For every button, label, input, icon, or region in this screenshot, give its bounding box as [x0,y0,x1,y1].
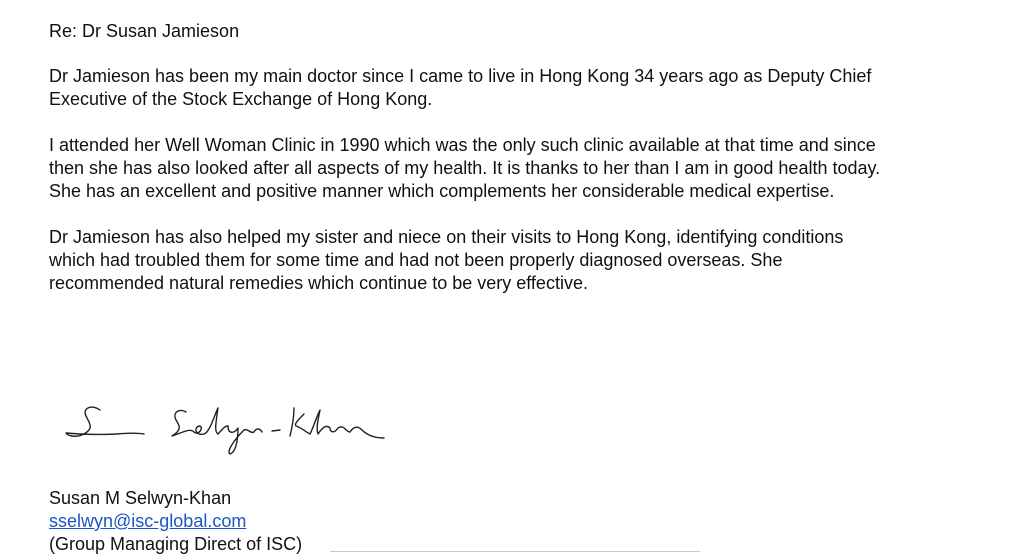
paragraph-line: Executive of the Stock Exchange of Hong Kong. [49,89,433,109]
paragraph-line: then she has also looked after all aspects of my health. It is thanks to her than I am in good health today. [49,158,881,178]
signatory-title: (Group Managing Direct of ISC) [49,534,303,554]
paragraph-line: recommended natural remedies which continue to be very effective. [49,273,588,293]
signoff-block [49,487,302,556]
email-link[interactable]: sselwyn@isc-global.com [49,511,247,531]
regarding-line: Re: Dr Susan Jamieson [49,21,240,41]
paragraph-line: which had troubled them for some time and had not been properly diagnosed overseas. She [49,250,783,270]
divider-line [330,551,700,552]
paragraph-2 [49,134,1009,203]
paragraph-1 [49,65,1009,111]
paragraph-line: She has an excellent and positive manner which complements her considerable medical expertise. [49,181,835,201]
paragraph-line: I attended her Well Woman Clinic in 1990 which was the only such clinic available at that time and since [49,135,876,155]
letter-body [49,20,1009,318]
paragraph-line: Dr Jamieson has also helped my sister and niece on their visits to Hong Kong, identifying conditions [49,227,844,247]
signatory-name: Susan M Selwyn-Khan [49,488,232,508]
handwritten-signature [58,398,398,456]
paragraph-line: Dr Jamieson has been my main doctor since I came to live in Hong Kong 34 years ago as Deputy Chief [49,66,872,86]
paragraph-3 [49,226,1009,295]
